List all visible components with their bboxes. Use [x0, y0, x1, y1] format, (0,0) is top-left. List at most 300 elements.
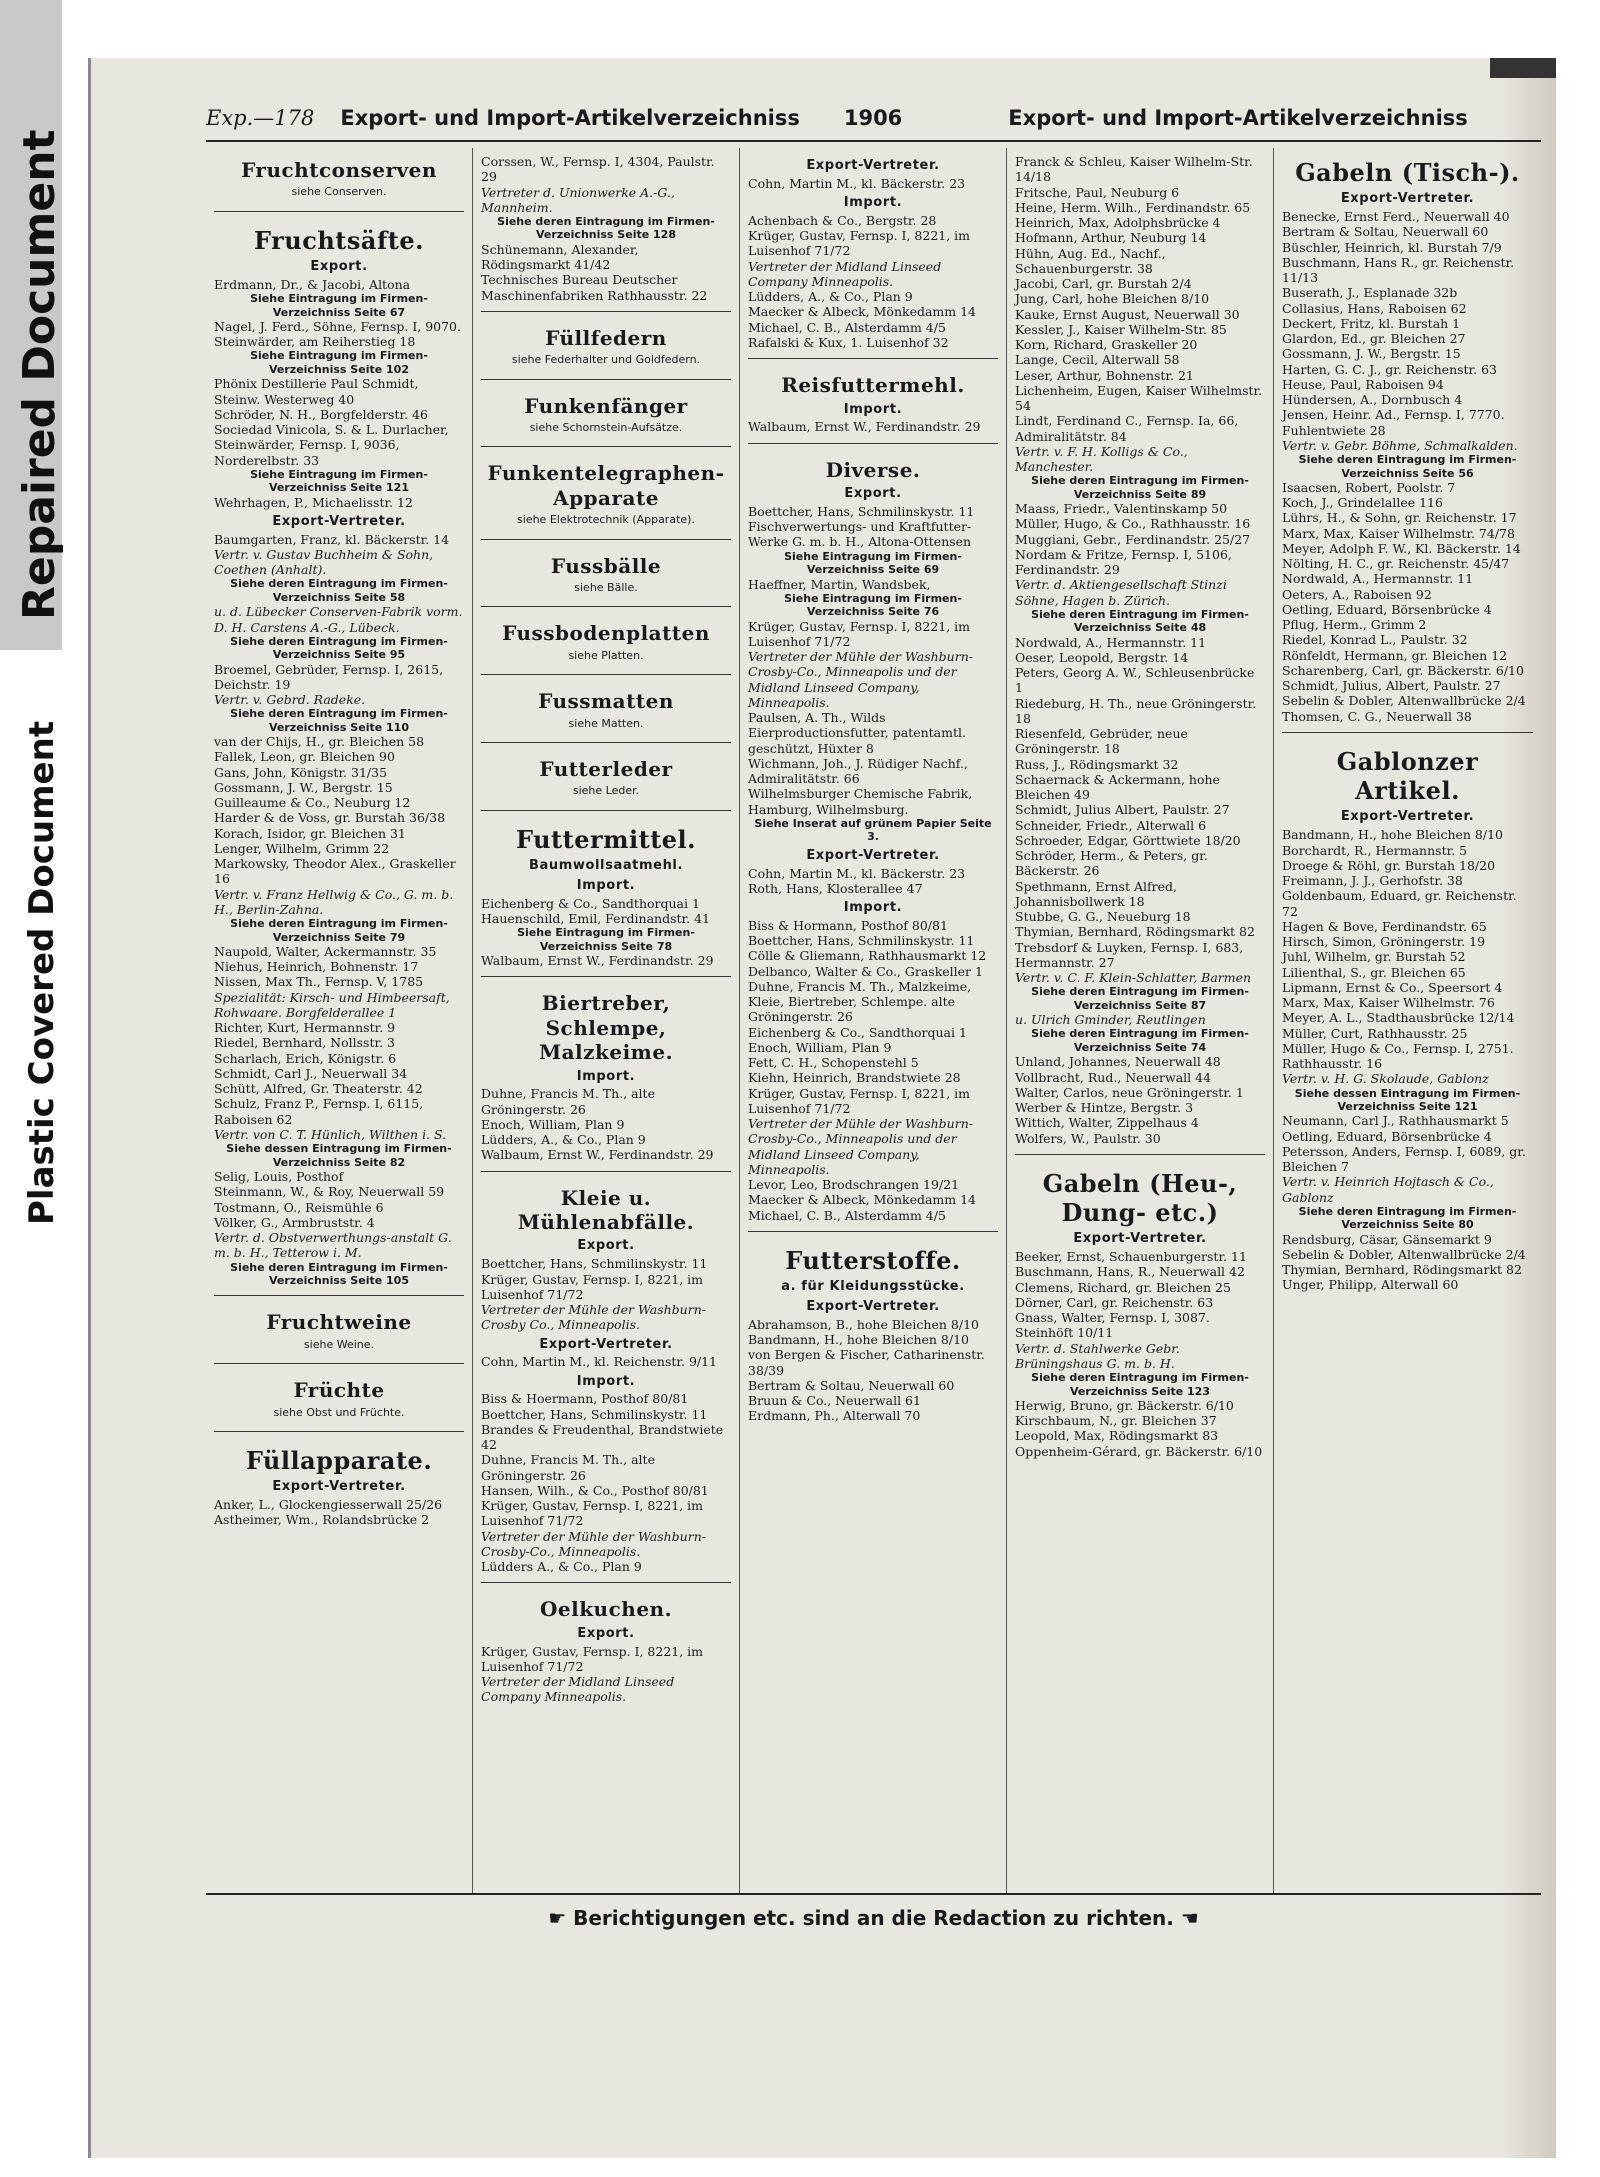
list-item: Heinrich, Max, Adolphsbrücke 4	[1015, 215, 1221, 230]
directory-section	[748, 363, 998, 444]
subsection-heading: Import.	[576, 877, 636, 893]
list-item: Unger, Philipp, Alterwall 60	[1282, 1277, 1459, 1293]
section-title: Fruchtconserven	[241, 158, 437, 182]
cross-reference-note: Siehe Eintragung im Firmen-Verzeichniss Seite 78	[517, 926, 695, 953]
list-item: Vertreter der Mühle der Washburn-Crosby-Co., Minneapolis und der Midland Linseed Company, Minneapolis.	[748, 1116, 973, 1177]
list-item: Schneider, Friedr., Alterwall 6	[1015, 817, 1207, 833]
list-item: Richter, Kurt, Hermannstr. 9	[214, 1020, 396, 1036]
directory-section	[481, 815, 731, 978]
list-item: Borchardt, R., Hermannstr. 5	[1282, 842, 1468, 858]
subsection-heading: Export.	[310, 259, 368, 275]
list-item: Vertr. v. F. H. Kolligs & Co., Manchester.	[1015, 443, 1188, 474]
list-item: Oetling, Eduard, Börsenbrücke 4	[1282, 1128, 1492, 1144]
list-item: Michael, C. B., Alsterdamm 4/5	[748, 1207, 946, 1223]
list-item: Rönfeldt, Hermann, gr. Bleichen 12	[1282, 647, 1508, 663]
list-item: Astheimer, Wm., Rolandsbrücke 2	[214, 1512, 430, 1528]
list-item: Goldenbaum, Eduard, gr. Reichenstr. 72	[1282, 888, 1517, 919]
section-title: Oelkuchen.	[539, 1597, 673, 1622]
list-item: Enoch, William, Plan 9	[748, 1039, 892, 1055]
list-item: Duhne, Francis M. Th., Malzkeime, Kleie, Biertreber, Schlempe. alte Gröningerstr. 26	[748, 978, 972, 1025]
list-item: Nagel, J. Ferd., Söhne, Fernsp. I, 9070. Steinwärder, am Reiherstieg 18	[214, 318, 461, 350]
list-item: Markowsky, Theodor Alex., Graskeller 16	[214, 856, 456, 887]
subsection-heading: Import.	[576, 1068, 636, 1084]
list-item: Oeters, A., Raboisen 92	[1282, 586, 1432, 602]
list-item: Abrahamson, B., hohe Bleichen 8/10	[748, 1316, 979, 1332]
list-item: Hündersen, A., Dornbusch 4	[1282, 392, 1463, 408]
list-item: Fallek, Leon, gr. Bleichen 90	[214, 749, 395, 765]
list-item: Harder & de Voss, gr. Burstah 36/38	[214, 810, 446, 826]
directory-section	[214, 148, 464, 212]
list-item: Vertr. v. Gustav Buchheim & Sohn, Coethen (Anhalt).	[214, 546, 434, 578]
list-item: Spethmann, Ernst Alfred, Johannisbollwerk 18	[1015, 878, 1177, 909]
list-item: Buschmann, Hans, R., Neuerwall 42	[1015, 1264, 1245, 1280]
list-item: Trebsdorf & Luyken, Fernsp. I, 683, Hermannstr. 27	[1015, 939, 1244, 970]
list-item: Juhl, Wilhelm, gr. Burstah 52	[1282, 949, 1466, 965]
see-reference: siehe Conserven.	[291, 185, 387, 199]
list-item: Müller, Curt, Rathhausstr. 25	[1282, 1025, 1468, 1041]
list-item: Sebelin & Dobler, Altenwallbrücke 2/4	[1282, 1246, 1526, 1262]
cross-reference-note: Siehe dessen Eintragung im Firmen-Verzeichniss Seite 82	[226, 1142, 452, 1169]
list-item: Vertreter der Mühle der Washburn-Crosby Co., Minneapolis.	[481, 1302, 706, 1333]
cross-reference-note: Siehe deren Eintragung im Firmen-Verzeichniss Seite 80	[1298, 1204, 1517, 1232]
list-item: Bertram & Soltau, Neuerwall 60	[748, 1377, 955, 1393]
list-item: Sebelin & Dobler, Altenwallbrücke 2/4	[1282, 693, 1526, 709]
see-reference: siehe Schornstein-Aufsätze.	[529, 421, 683, 434]
cross-reference-note: Siehe deren Eintragung im Firmen-Verzeichniss Seite 110	[230, 707, 448, 734]
list-item: Hansen, Wilh., & Co., Posthof 80/81	[481, 1482, 709, 1498]
list-item: Vertr. v. Gebr. Böhme, Schmalkalden.	[1282, 437, 1518, 453]
section-title: Fussmatten	[538, 689, 674, 714]
section-title: Gabeln (Tisch-).	[1295, 158, 1520, 187]
list-item: Cohn, Martin M., kl. Bäckerstr. 23	[748, 865, 966, 881]
list-item: Thymian, Bernhard, Rödingsmarkt 82	[1015, 924, 1255, 940]
list-item: Fischverwertungs- und Kraftfutter-Werke G. m. b. H., Altona-Ottensen	[748, 519, 972, 550]
list-item: Phönix Destillerie Paul Schmidt, Steinw. Westerweg 40	[214, 376, 419, 407]
list-item: Kessler, J., Kaiser Wilhelm-Str. 85	[1015, 321, 1227, 337]
list-item: Bandmann, H., hohe Bleichen 8/10	[1282, 827, 1503, 843]
directory-section	[481, 544, 731, 608]
list-item: Hagen & Bove, Ferdinandstr. 65	[1282, 918, 1487, 934]
list-item: Enoch, William, Plan 9	[481, 1116, 625, 1132]
list-item: Lange, Cecil, Alterwall 58	[1015, 352, 1180, 368]
plastic-covered-document-label: Plastic Covered Document	[22, 720, 62, 1225]
directory-section	[1015, 1159, 1265, 1467]
cross-reference-note: Siehe Eintragung im Firmen-Verzeichniss Seite 76	[784, 591, 962, 619]
list-item: Koch, J., Grindelallee 116	[1282, 495, 1443, 511]
list-item: Wolfers, W., Paulstr. 30	[1015, 1130, 1161, 1146]
list-item: Korn, Richard, Graskeller 20	[1015, 337, 1198, 352]
list-item: Roth, Hans, Klosterallee 47	[748, 880, 923, 896]
footer-text: Berichtigungen etc. sind an die Redaction zu richten.	[573, 1906, 1174, 1930]
subsection-heading: Export-Vertreter.	[806, 158, 940, 173]
cross-reference-note: Siehe deren Eintragung im Firmen-Verzeichniss Seite 89	[1031, 474, 1249, 501]
list-item: Biss & Hormann, Posthof 80/81	[748, 917, 948, 933]
list-item: Völker, G., Armbruststr. 4	[214, 1214, 375, 1230]
list-item: Harten, G. C. J., gr. Reichenstr. 63	[1282, 361, 1498, 377]
page-footer	[206, 1906, 1541, 1930]
list-item: Lüdders, A., & Co., Plan 9	[748, 289, 913, 305]
list-item: Droege & Röhl, gr. Burstah 18/20	[1282, 857, 1496, 873]
list-item: Gossmann, J. W., Bergstr. 15	[214, 779, 393, 795]
section-title: Futtermittel.	[515, 824, 697, 854]
list-item: Meyer, A. L., Stadthausbrücke 12/14	[1282, 1010, 1515, 1026]
list-item: Schütt, Alfred, Gr. Theaterstr. 42	[214, 1081, 423, 1097]
list-item: Petersson, Anders, Fernsp. I, 6089, gr. Bleichen 7	[1282, 1143, 1526, 1175]
list-item: Neumann, Carl J., Rathhausmarkt 5	[1282, 1113, 1509, 1129]
directory-section	[481, 451, 731, 539]
list-item: Jensen, Heinr. Ad., Fernsp. I, 7770. Fuhlentwiete 28	[1282, 407, 1505, 438]
list-item: Guilleaume & Co., Neuburg 12	[214, 795, 411, 811]
cross-reference-note: Siehe Eintragung im Firmen-Verzeichniss Seite 69	[784, 549, 962, 577]
list-item: Nordwald, A., Hermannstr. 11	[1015, 634, 1207, 650]
list-item: Marx, Max, Kaiser Wilhelmstr. 76	[1282, 995, 1495, 1011]
section-title: Fussbälle	[550, 553, 662, 578]
list-item: Marx, Max, Kaiser Wilhelmstr. 74/78	[1282, 525, 1515, 541]
list-item: Muggiani, Gebr., Ferdinandstr. 25/27	[1015, 531, 1251, 547]
list-item: Müller, Hugo, & Co., Rathhausstr. 16	[1015, 516, 1251, 532]
list-item: Lindt, Ferdinand C., Fernsp. Ia, 66, Admiralitätstr. 84	[1015, 413, 1239, 444]
see-reference: siehe Elektrotechnik (Apparate).	[517, 513, 695, 527]
list-item: Delbanco, Walter & Co., Graskeller 1	[748, 963, 983, 979]
list-item: Vertr. d. Obstverwerthungs-anstalt G. m. b. H., Tetterow i. M.	[214, 1230, 452, 1261]
see-reference: siehe Matten.	[568, 716, 644, 730]
subsection-heading: Export-Vertreter.	[272, 1479, 406, 1495]
directory-columns	[206, 148, 1541, 1893]
subsection-heading: Export-Vertreter.	[539, 1336, 673, 1352]
list-item: Erdmann, Dr., & Jacobi, Altona	[214, 276, 411, 292]
list-item: Brandes & Freudenthal, Brandstwiete 42	[481, 1421, 724, 1453]
header-title-right: Export- und Import-Artikelverzeichniss	[1008, 106, 1468, 130]
list-item: Anker, L., Glockengiesserwall 25/26	[214, 1497, 443, 1513]
list-item: Lenger, Wilhelm, Grimm 22	[214, 840, 390, 856]
list-item: Schmidt, Julius Albert, Paulstr. 27	[1015, 802, 1230, 818]
list-item: Riesenfeld, Gebrüder, neue Gröningerstr. 18	[1015, 726, 1188, 757]
list-item: Riedel, Konrad L., Paulstr. 32	[1282, 632, 1468, 648]
subsection-heading: Export-Vertreter.	[272, 513, 406, 529]
section-title: Fruchtsäfte.	[254, 225, 424, 255]
list-item: Werber & Hintze, Bergstr. 3	[1015, 1100, 1194, 1115]
see-reference: siehe Bälle.	[574, 580, 638, 594]
list-item: Oetling, Eduard, Börsenbrücke 4	[1282, 601, 1492, 617]
directory-section	[748, 1236, 998, 1432]
list-item: Jacobi, Carl, gr. Burstah 2/4	[1015, 276, 1192, 291]
list-item: Heuse, Paul, Raboisen 94	[1282, 376, 1444, 392]
list-item: Krüger, Gustav, Fernsp. I, 8221, im Luisenhof 71/72	[748, 618, 971, 649]
directory-section	[481, 611, 731, 675]
list-item: Vertr. d. Stahlwerke Gebr. Brüningshaus G. m. b. H.	[1015, 1340, 1180, 1371]
list-item: Schröder, N. H., Borgfelderstr. 46	[214, 406, 428, 422]
list-item: Hauenschild, Emil, Ferdinandstr. 41	[481, 911, 710, 927]
section-title: Funkenfänger	[524, 393, 688, 418]
see-reference: siehe Weine.	[303, 1337, 375, 1351]
list-item: Paulsen, A. Th., Wilds Eierproductionsfutter, patentamtl. geschützt, Hüxter 8	[748, 710, 966, 756]
list-item: Gans, John, Königstr. 31/35	[214, 764, 388, 780]
cross-reference-note: Siehe Eintragung im Firmen-Verzeichniss Seite 121	[250, 467, 428, 495]
list-item: Walbaum, Ernst W., Ferdinandstr. 29	[748, 419, 981, 435]
see-reference: siehe Federhalter und Goldfedern.	[511, 353, 701, 367]
list-item: Boettcher, Hans, Schmilinskystr. 11	[748, 933, 975, 949]
see-reference: siehe Obst und Früchte.	[273, 1405, 405, 1419]
list-item: Vertreter der Mühle der Washburn-Crosby-Co., Minneapolis.	[481, 1528, 706, 1559]
list-item: Vertr. v. Franz Hellwig & Co., G. m. b. H., Berlin-Zahna.	[214, 886, 454, 917]
list-item: Cohn, Martin M., kl. Reichenstr. 9/11	[481, 1354, 718, 1370]
directory-section	[481, 981, 731, 1171]
list-item: u. d. Lübecker Conserven-Fabrik vorm. D. H. Carstens A.-G., Lübeck.	[214, 604, 463, 635]
list-item: Bruun & Co., Neuerwall 61	[748, 1393, 921, 1409]
subsection-heading: Import.	[843, 195, 903, 211]
list-item: Benecke, Ernst Ferd., Neuerwall 40	[1282, 209, 1510, 225]
list-item: Wilhelmsburger Chemische Fabrik, Hamburg, Wilhelmsburg.	[748, 786, 973, 817]
list-item: Nordam & Fritze, Fernsp. I, 5106, Ferdinandstr. 29	[1015, 546, 1232, 578]
list-item: Cölle & Gliemann, Rathhausmarkt 12	[748, 948, 987, 964]
cross-reference-note: Siehe deren Eintragung im Firmen-Verzeichniss Seite 56	[1298, 453, 1517, 480]
section-title: Füllfedern	[545, 325, 667, 350]
section-title: Früchte	[293, 1378, 385, 1403]
directory-section	[481, 679, 731, 743]
list-item: Leopold, Max, Rödingsmarkt 83	[1015, 1428, 1219, 1444]
list-item: Jung, Carl, hohe Bleichen 8/10	[1015, 291, 1210, 307]
list-item: Leser, Arthur, Bohnenstr. 21	[1015, 367, 1194, 383]
list-item: Wehrhagen, P., Michaelisstr. 12	[214, 494, 413, 510]
list-item: Corssen, W., Fernsp. I, 4304, Paulstr. 29	[481, 154, 715, 185]
list-item: Vertr. von C. T. Hünlich, Wilthen i. S.	[214, 1126, 447, 1142]
section-title: Funkentelegraphen-Apparate	[487, 461, 725, 510]
list-item: Vertr. d. Aktiengesellschaft Stinzi Söhne, Hagen b. Zürich.	[1015, 577, 1227, 608]
list-item: Lichenheim, Eugen, Kaiser Wilhelmstr. 54	[1015, 382, 1263, 413]
list-item: Meyer, Adolph F. W., Kl. Bäckerstr. 14	[1282, 540, 1521, 556]
section-title: Futterstoffe.	[785, 1245, 961, 1275]
list-item: Nissen, Max Th., Fernsp. V, 1785	[214, 974, 424, 990]
cross-reference-note: Siehe deren Eintragung im Firmen-Verzeichniss Seite 74	[1031, 1027, 1249, 1054]
list-item: Krüger, Gustav, Fernsp. I, 8221, im Luisenhof 71/72	[481, 1498, 704, 1529]
list-item: Nordwald, A., Hermannstr. 11	[1282, 571, 1474, 587]
list-item: Schmidt, Julius, Albert, Paulstr. 27	[1282, 678, 1501, 694]
list-item: Gnass, Walter, Fernsp. I, 3087. Steinhöft 10/11	[1015, 1310, 1210, 1341]
list-item: Walbaum, Ernst W., Ferdinandstr. 29	[481, 1147, 714, 1163]
list-item: Selig, Louis, Posthof	[214, 1169, 344, 1185]
list-item: Hirsch, Simon, Gröningerstr. 19	[1282, 934, 1486, 950]
cross-reference-note: Siehe dessen Eintragung im Firmen-Verzeichniss Seite 121	[1294, 1086, 1521, 1113]
list-item: Dörner, Carl, gr. Reichenstr. 63	[1015, 1294, 1214, 1310]
subsection-heading: Export-Vertreter.	[806, 847, 940, 863]
directory-column	[1007, 148, 1274, 1893]
list-item: Heine, Herm. Wilh., Ferdinandstr. 65	[1015, 199, 1251, 215]
directory-section	[1282, 737, 1533, 1301]
list-item: Scharlach, Erich, Königstr. 6	[214, 1050, 397, 1066]
directory-section	[214, 1436, 464, 1536]
directory-section	[481, 747, 731, 811]
directory-section	[481, 148, 731, 312]
list-item: Krüger, Gustav, Fernsp. I, 8221, im Luisenhof 71/72	[748, 1085, 971, 1116]
list-item: Tostmann, O., Reismühle 6	[214, 1199, 384, 1215]
directory-section	[481, 316, 731, 380]
list-item: Boettcher, Hans, Schmilinskystr. 11	[748, 503, 975, 519]
directory-section	[1015, 148, 1265, 1155]
list-item: Duhne, Francis M. Th., alte Gröningerstr. 26	[481, 1452, 655, 1483]
directory-section	[1282, 148, 1533, 733]
list-item: Erdmann, Ph., Alterwall 70	[748, 1408, 921, 1424]
subsection-heading: Import.	[843, 401, 903, 417]
list-item: Deckert, Fritz, kl. Burstah 1	[1282, 315, 1461, 331]
list-item: Rafalski & Kux, 1. Luisenhof 32	[748, 334, 949, 350]
subsection-heading: Export-Vertreter.	[1340, 191, 1475, 207]
list-item: Krüger, Gustav, Fernsp. I, 8221, im Luisenhof 71/72	[481, 1643, 704, 1674]
list-item: Hofmann, Arthur, Neuburg 14	[1015, 230, 1207, 246]
list-item: Vertr. v. C. F. Klein-Schlatter, Barmen	[1015, 970, 1252, 986]
list-item: Pflug, Herm., Grimm 2	[1282, 617, 1427, 633]
list-item: Cohn, Martin M., kl. Bäckerstr. 23	[748, 175, 966, 191]
list-item: Achenbach & Co., Bergstr. 28	[748, 212, 937, 228]
list-item: Michael, C. B., Alsterdamm 4/5	[748, 319, 946, 335]
page-number: Exp.—178	[206, 106, 315, 130]
list-item: Thymian, Bernhard, Rödingsmarkt 82	[1282, 1262, 1522, 1278]
list-item: Herwig, Bruno, gr. Bäckerstr. 6/10	[1015, 1397, 1234, 1413]
list-item: Rendsburg, Cäsar, Gänsemarkt 9	[1282, 1231, 1492, 1247]
list-item: Korach, Isidor, gr. Bleichen 31	[214, 825, 406, 841]
section-title: Futterleder	[539, 756, 673, 781]
list-item: Broemel, Gebrüder, Fernsp. I, 2615, Deichstr. 19	[214, 661, 444, 692]
section-title: Kleie u. Mühlenabfälle.	[517, 1185, 695, 1234]
list-item: Maecker & Albeck, Mönkedamm 14	[748, 304, 977, 320]
subsection-heading: Export-Vertreter.	[1073, 1231, 1207, 1247]
scanned-page	[88, 58, 1556, 2158]
list-item: Eichenberg & Co., Sandthorquai 1	[481, 895, 700, 911]
see-reference: siehe Platten.	[568, 648, 644, 662]
directory-column	[740, 148, 1007, 1893]
list-item: Biss & Hoermann, Posthof 80/81	[481, 1391, 689, 1407]
list-item: Beeker, Ernst, Schauenburgerstr. 11	[1015, 1249, 1247, 1265]
list-item: Schünemann, Alexander, Rödingsmarkt 41/42	[481, 241, 639, 273]
list-item: Lüdders A., & Co., Plan 9	[481, 1559, 642, 1575]
header-title-left: Export- und Import-Artikelverzeichniss	[340, 106, 800, 130]
list-item: Nölting, H. C., gr. Reichenstr. 45/47	[1282, 556, 1510, 572]
list-item: Walter, Carlos, neue Gröningerstr. 1	[1015, 1084, 1244, 1100]
header-year: 1906	[843, 106, 903, 130]
section-title: Gabeln (Heu-, Dung- etc.)	[1042, 1168, 1238, 1228]
cross-reference-note: Siehe deren Eintragung im Firmen-Verzeichniss Seite 87	[1031, 985, 1249, 1012]
pointing-hand-left-icon: ☛	[548, 1906, 567, 1930]
header-rule	[206, 140, 1541, 142]
list-item: Duhne, Francis M. Th., alte Gröningerstr. 26	[481, 1086, 655, 1117]
list-item: u. Ulrich Gminder, Reutlingen	[1015, 1012, 1206, 1028]
cross-reference-note: Siehe deren Eintragung im Firmen-Verzeichniss Seite 105	[230, 1260, 448, 1287]
cross-reference-note: Siehe deren Eintragung im Firmen-Verzeichniss Seite 58	[230, 577, 448, 604]
list-item: Fritsche, Paul, Neuburg 6	[1015, 184, 1180, 200]
list-item: Vertreter d. Unionwerke A.-G., Mannheim.	[481, 184, 675, 215]
section-title: Fussbodenplatten	[502, 621, 710, 646]
side-labels	[0, 0, 86, 2177]
subsection-heading: Baumwollsaatmehl.	[528, 858, 684, 874]
list-item: Vollbracht, Rud., Neuerwall 44	[1015, 1069, 1212, 1085]
list-item: Lilienthal, S., gr. Bleichen 65	[1282, 964, 1466, 980]
subsection-heading: a. für Kleidungsstücke.	[781, 1279, 965, 1295]
list-item: Peters, Georg A. W., Schleusenbrücke 1	[1015, 665, 1255, 696]
list-item: Schaernack & Ackermann, hohe Bleichen 49	[1015, 771, 1220, 803]
list-item: Bandmann, H., hohe Bleichen 8/10	[748, 1332, 969, 1348]
list-item: Riedeburg, H. Th., neue Gröningerstr. 18	[1015, 695, 1257, 726]
list-item: van der Chijs, H., gr. Bleichen 58	[214, 734, 425, 750]
list-item: Baumgarten, Franz, kl. Bäckerstr. 14	[214, 531, 450, 547]
list-item: Oeser, Leopold, Bergstr. 14	[1015, 649, 1189, 665]
directory-column	[1274, 148, 1541, 1893]
list-item: Isaacsen, Robert, Poolstr. 7	[1282, 479, 1456, 495]
section-title: Fruchtweine	[266, 1310, 412, 1335]
list-item: Kirschbaum, N., gr. Bleichen 37	[1015, 1413, 1217, 1429]
list-item: Vertr. v. Heinrich Hojtasch & Co., Gablonz	[1282, 1174, 1494, 1205]
list-item: Müller, Hugo & Co., Fernsp. I, 2751. Rathhausstr. 16	[1282, 1040, 1514, 1072]
subsection-heading: Import.	[576, 1373, 636, 1389]
subsection-heading: Export-Vertreter.	[806, 1299, 940, 1314]
list-item: Gossmann, J. W., Bergstr. 15	[1282, 346, 1461, 362]
list-item: Schröder, Herm., & Peters, gr. Bäckerstr. 26	[1015, 848, 1208, 879]
list-item: Fett, C. H., Schopenstehl 5	[748, 1055, 919, 1071]
list-item: Stubbe, G. G., Neueburg 18	[1015, 909, 1191, 925]
list-item: Steinmann, W., & Roy, Neuerwall 59	[214, 1184, 445, 1200]
list-item: Walbaum, Ernst W., Ferdinandstr. 29	[481, 953, 714, 969]
subsection-heading: Export.	[577, 1238, 635, 1254]
list-item: Collasius, Hans, Raboisen 62	[1282, 300, 1467, 316]
cross-reference-note: Siehe Eintragung im Firmen-Verzeichniss Seite 102	[250, 349, 428, 376]
directory-section	[481, 1176, 731, 1584]
list-item: Thomsen, C. G., Neuerwall 38	[1282, 708, 1472, 724]
list-item: Vertreter der Midland Linseed Company Minneapolis.	[748, 258, 942, 289]
list-item: Boettcher, Hans, Schmilinskystr. 11	[481, 1406, 708, 1422]
list-item: Buserath, J., Esplanade 32b	[1282, 285, 1458, 301]
directory-column	[473, 148, 740, 1893]
list-item: Büschler, Heinrich, kl. Burstah 7/9	[1282, 239, 1502, 255]
list-item: Bertram & Soltau, Neuerwall 60	[1282, 224, 1489, 240]
see-reference: siehe Leder.	[572, 784, 640, 798]
list-item: Lührs, H., & Sohn, gr. Reichenstr. 17	[1282, 510, 1517, 526]
page-corner	[1490, 58, 1556, 78]
section-title: Gablonzer Artikel.	[1336, 746, 1479, 806]
section-title: Biertreber, Schlempe, Malzkeime.	[538, 991, 674, 1065]
list-item: Russ, J., Rödingsmarkt 32	[1015, 756, 1179, 772]
list-item: Freimann, J. J., Gerhofstr. 38	[1282, 873, 1463, 889]
list-item: Vertr. v. H. G. Skolaude, Gablonz	[1282, 1071, 1489, 1087]
directory-section	[481, 1587, 731, 1712]
directory-section	[214, 1368, 464, 1432]
list-item: Glardon, Ed., gr. Bleichen 27	[1282, 331, 1466, 347]
list-item: Oppenheim-Gérard, gr. Bäckerstr. 6/10	[1015, 1443, 1263, 1459]
directory-section	[214, 1300, 464, 1364]
subsection-heading: Export-Vertreter.	[1340, 809, 1475, 825]
directory-section	[748, 148, 998, 359]
cross-reference-note: Siehe deren Eintragung im Firmen-Verzeichniss Seite 48	[1031, 607, 1249, 635]
subsection-heading: Import.	[843, 900, 903, 916]
list-item: Maecker & Albeck, Mönkedamm 14	[748, 1192, 977, 1208]
list-item: Buschmann, Hans R., gr. Reichenstr. 11/13	[1282, 254, 1515, 286]
list-item: Wittich, Walter, Zippelhaus 4	[1015, 1115, 1199, 1131]
list-item: von Bergen & Fischer, Catharinenstr. 38/39	[748, 1347, 985, 1378]
list-item: Riedel, Bernhard, Nollsstr. 3	[214, 1035, 395, 1051]
list-item: Schroeder, Edgar, Görttwiete 18/20	[1015, 832, 1241, 848]
list-item: Maass, Friedr., Valentinskamp 50	[1015, 501, 1228, 517]
directory-column	[206, 148, 473, 1893]
footer-rule	[206, 1893, 1541, 1895]
list-item: Scharenberg, Carl, gr. Bäckerstr. 6/10	[1282, 662, 1524, 678]
directory-section	[481, 384, 731, 448]
list-item: Eichenberg & Co., Sandthorquai 1	[748, 1024, 967, 1040]
list-item: Krüger, Gustav, Fernsp. I, 8221, im Luisenhof 71/72	[748, 228, 971, 259]
list-item: Vertreter der Mühle der Washburn-Crosby-Co., Minneapolis und der Midland Linseed Company, Minneapolis.	[748, 649, 973, 710]
pointing-hand-right-icon: ☚	[1180, 1906, 1199, 1930]
list-item: Vertreter der Midland Linseed Company Minneapolis.	[481, 1674, 675, 1705]
list-item: Schulz, Franz P., Fernsp. I, 6115, Raboisen 62	[214, 1096, 424, 1127]
list-item: Lipmann, Ernst & Co., Speersort 4	[1282, 979, 1503, 995]
directory-section	[748, 448, 998, 1232]
list-item: Vertr. v. Gebrd. Radeke.	[214, 692, 366, 708]
